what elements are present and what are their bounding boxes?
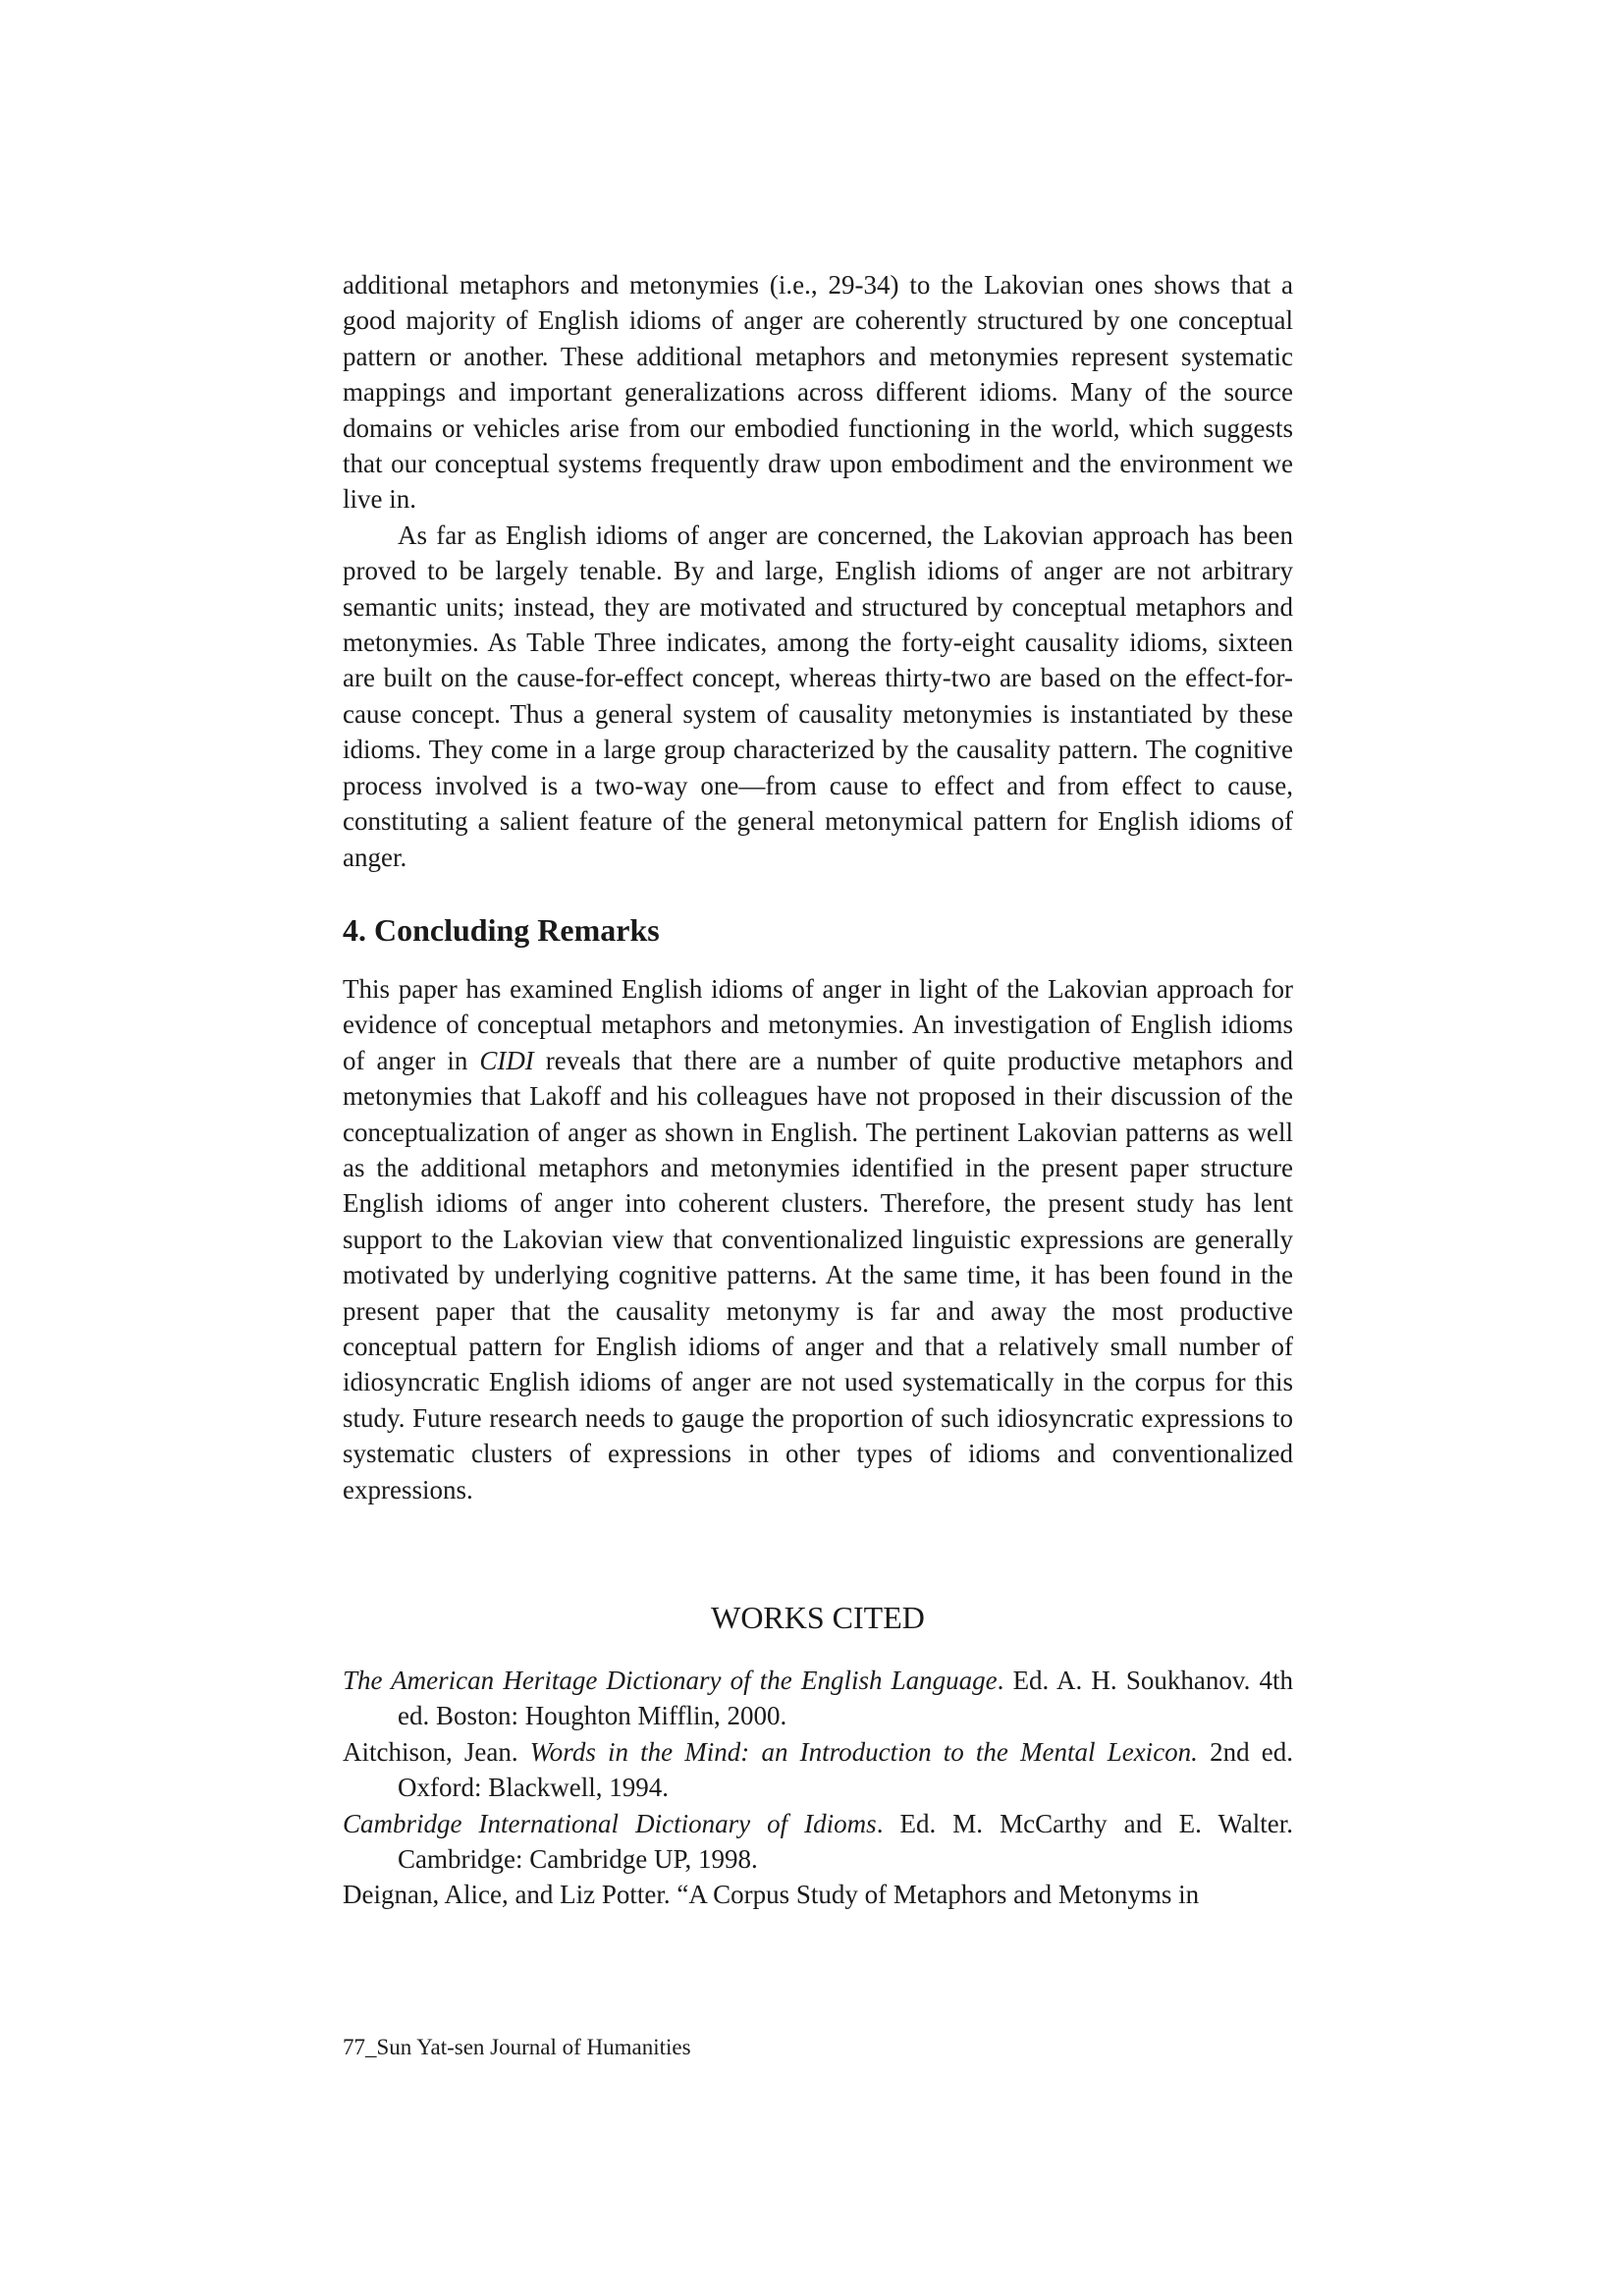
reference-text: . Ed. A. H. Soukhanov. 4th ed. Boston: Houghton Mifflin, 2000. [398,1666,1293,1731]
reference-italic-title: The American Heritage Dictionary of the English Language [343,1666,998,1695]
reference-entry [343,1663,1293,1734]
concluding-paragraph [343,971,1293,1507]
reference-text: Aitchison, Jean. [343,1736,530,1767]
reference-italic-title: Words in the Mind: an Introduction to the Mental Lexicon. [529,1736,1198,1767]
body-paragraph-1: additional metaphors and metonymies (i.e., 29-34) to the Lakovian ones shows that a good majority of English idioms of anger are coherently structured by one conceptual pattern or another. These additional metaphors and metonymies represent systematic mappings and important generalizations across different idioms. Many of the source domains or vehicles arise from our embodied functioning in the world, which suggests that our conceptual systems frequently draw upon embodiment and the environment we live in. [343,270,1293,515]
works-cited-title: WORKS CITED [711,1600,925,1635]
page-footer: 77_Sun Yat-sen Journal of Humanities [343,2035,691,2059]
body-paragraph-2: As far as English idioms of anger are concerned, the Lakovian approach has been proved to be largely tenable. By and large, English idioms of anger are not arbitrary semantic units; instead, they are motivated and structured by conceptual metaphors and metonymies. As Table Three indicates, among the forty-eight causality idioms, sixteen are built on the cause-for-effect concept, whereas thirty-two are based on the effect-for-cause concept. Thus a general system of causality metonymies is instantiated by these idioms. They come in a large group characterized by the causality pattern. The cognitive process involved is a two-way one—from cause to effect and from effect to cause, constituting a salient feature of the general metonymical pattern for English idioms of anger. [343,519,1293,872]
reference-text: Deignan, Alice, and Liz Potter. “A Corpus Study of Metaphors and Metonyms in [343,1880,1200,1910]
concluding-text-end: reveals that there are a number of quite productive metaphors and metonymies that Lakoff and his colleagues have not proposed in their discussion of the conceptualization of anger as shown in English. The pertinent Lakovian patterns as well as the additional metaphors and metonymies identified in the present paper structure English idioms of anger into coherent clusters. Therefore, the present study has lent support to the Lakovian view that conventionalized linguistic expressions are generally motivated by underlying cognitive patterns. At the same time, it has been found in the present paper that the causality metonymy is far and away the most productive conceptual pattern for English idioms of anger and that a relatively small number of idiosyncratic English idioms of anger are not used systematically in the corpus for this study. Future research needs to gauge the proportion of such idiosyncratic expressions to systematic clusters of expressions in other types of idioms and conventionalized expressions. [343,1045,1293,1504]
section-heading: 4. Concluding Remarks [343,911,660,948]
reference-entry [343,1806,1293,1878]
concluding-text-start: This paper has examined English idioms of anger in light of the Lakovian approach for evidence of conceptual metaphors and metonymies. An investigation of English idioms of anger in [343,973,1293,1075]
reference-entry [343,1734,1293,1806]
page-content [343,267,1293,1913]
reference-italic-title: Cambridge International Dictionary of Idioms [343,1808,877,1838]
reference-text: . Ed. M. McCarthy and E. Walter. Cambridge: Cambridge UP, 1998. [398,1808,1294,1875]
reference-text: 2nd ed. Oxford: Blackwell, 1994. [398,1736,1293,1803]
reference-entry [343,1877,1293,1912]
concluding-italic-term: CIDI [479,1045,534,1075]
